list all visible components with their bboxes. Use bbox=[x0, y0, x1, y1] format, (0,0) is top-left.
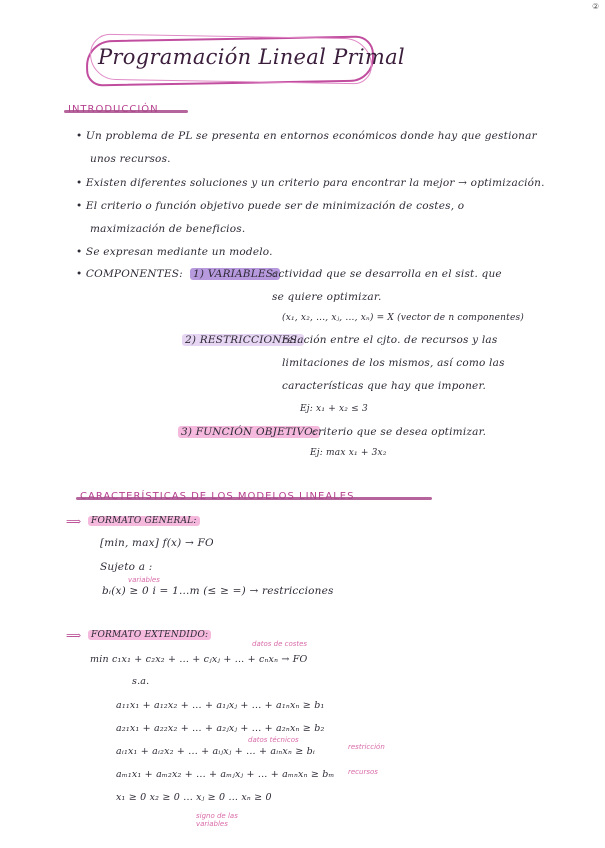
constraint-row-i: aᵢ₁x₁ + aᵢ₂x₂ + ... + aᵢⱼxⱼ + ... + aᵢₙxₙ ≥ bᵢ bbox=[116, 746, 315, 757]
note-datos-costes: datos de costes bbox=[252, 640, 308, 648]
restricciones-example: Ej: x₁ + x₂ ≤ 3 bbox=[300, 404, 368, 414]
variables-vector: (x₁, x₂, ..., xⱼ, ..., xₙ) = X (vector de n componentes) bbox=[282, 313, 525, 323]
constraint-row-m: aₘ₁x₁ + aₘ₂x₂ + ... + aₘⱼxⱼ + ... + aₘₙxₙ ≥ bₘ bbox=[116, 769, 335, 780]
intro-bullet-3-cont: maximización de beneficios. bbox=[90, 223, 246, 235]
formato-extendido-objective: min c₁x₁ + c₂x₂ + ... + cⱼxⱼ + ... + cₙxₙ → FO bbox=[90, 654, 308, 665]
page-title: Programación Lineal Primal bbox=[98, 45, 405, 69]
formato-general-arrow: ⟹ bbox=[66, 516, 82, 528]
restricciones-text-1: relación entre el cjto. de recursos y las bbox=[282, 334, 498, 346]
note-signo-variables: signo de las variables bbox=[196, 812, 238, 828]
formato-general-label: FORMATO GENERAL: bbox=[88, 516, 200, 526]
formato-extendido-label: FORMATO EXTENDIDO: bbox=[88, 630, 211, 640]
constraint-row-2: a₂₁x₁ + a₂₂x₂ + ... + a₂ⱼxⱼ + ... + a₂ₙxₙ ≥ b₂ bbox=[116, 723, 325, 734]
restricciones-text-3: características que hay que imponer. bbox=[282, 380, 487, 392]
formato-general-line-3: bᵢ(x) ≥ 0 i = 1...m (≤ ≥ =) → restricciones bbox=[102, 585, 334, 597]
caracteristicas-heading-strike bbox=[76, 497, 432, 500]
restricciones-label: 2) RESTRICCIONES: bbox=[182, 334, 304, 346]
intro-bullet-3: • El criterio o función objetivo puede ser de minimización de costes, o bbox=[76, 200, 465, 212]
formato-general-line-2: Sujeto a : bbox=[100, 561, 153, 573]
constraint-row-1: a₁₁x₁ + a₁₂x₂ + ... + a₁ⱼxⱼ + ... + a₁ₙxₙ ≥ b₁ bbox=[116, 700, 325, 711]
variables-text-2: se quiere optimizar. bbox=[272, 291, 382, 303]
formato-extendido-arrow: ⟹ bbox=[66, 630, 82, 642]
intro-bullet-1-cont: unos recursos. bbox=[90, 153, 171, 165]
intro-bullet-1: • Un problema de PL se presenta en entornos económicos donde hay que gestionar bbox=[76, 130, 537, 142]
note-datos-tecnicos: datos técnicos bbox=[248, 736, 299, 744]
variables-text-1: actividad que se desarrolla en el sist. que bbox=[272, 268, 502, 280]
intro-bullet-4: • Se expresan mediante un modelo. bbox=[76, 246, 273, 258]
note-recursos: recursos bbox=[348, 768, 378, 776]
funcion-objetivo-label: 3) FUNCIÓN OBJETIVO: bbox=[178, 426, 320, 438]
intro-heading-strike bbox=[64, 110, 188, 113]
note-restriccion: restricción bbox=[348, 743, 385, 751]
funcion-objetivo-example: Ej: max x₁ + 3x₂ bbox=[310, 448, 387, 458]
intro-bullet-5: • COMPONENTES: bbox=[76, 268, 183, 280]
formato-extendido-sa: s.a. bbox=[132, 676, 150, 687]
funcion-objetivo-text: criterio que se desea optimizar. bbox=[312, 426, 487, 438]
formato-general-note-variables: variables bbox=[128, 576, 160, 584]
sign-constraints: x₁ ≥ 0 x₂ ≥ 0 ... xⱼ ≥ 0 ... xₙ ≥ 0 bbox=[116, 792, 272, 803]
page-number: ② bbox=[592, 2, 600, 11]
formato-general-line-1: [min, max] f(x) → FO bbox=[100, 537, 214, 549]
variables-label: 1) VARIABLES: bbox=[190, 268, 280, 280]
intro-bullet-2: • Existen diferentes soluciones y un criterio para encontrar la mejor → optimización. bbox=[76, 177, 545, 189]
restricciones-text-2: limitaciones de los mismos, así como las bbox=[282, 357, 505, 369]
